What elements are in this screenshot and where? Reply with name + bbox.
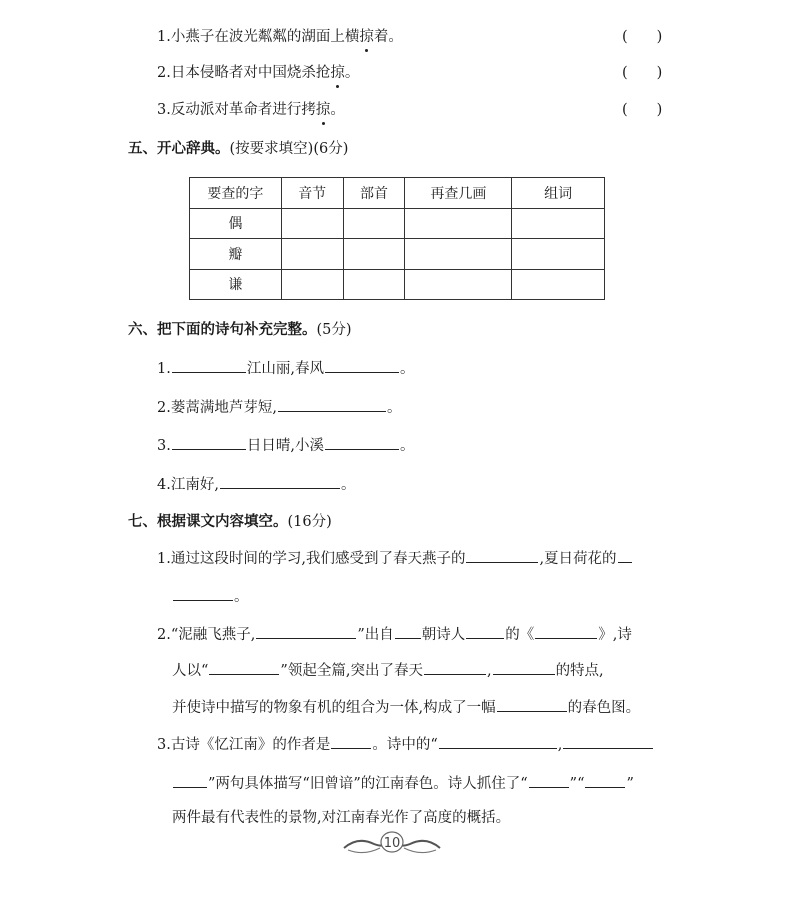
table-header: 组词: [512, 178, 605, 209]
fill-blank[interactable]: [325, 435, 399, 450]
answer-parentheses[interactable]: ( ): [622, 29, 663, 45]
fill-blank[interactable]: [209, 660, 279, 675]
fill-blank[interactable]: [493, 660, 555, 675]
table-header: 音节: [281, 178, 343, 209]
fill-blank[interactable]: [173, 586, 233, 601]
dotted-character: 掠: [359, 29, 374, 45]
fill-blank[interactable]: [256, 624, 356, 639]
item-number: 3.: [157, 102, 171, 118]
lookup-character: 谦: [190, 269, 282, 300]
q7-item-2-line-3: 并使诗中描写的物象有机的组合为一体,构成了一幅 的春色图。: [172, 697, 640, 718]
q7-item-3-line-1: 3.古诗《忆江南》的作者是 。诗中的“ ,: [157, 734, 654, 755]
item-number: 1.: [157, 29, 171, 45]
answer-cell[interactable]: [512, 239, 605, 270]
fill-blank[interactable]: [173, 773, 207, 788]
answer-cell[interactable]: [405, 208, 512, 239]
q7-item-1-line-1: 1.通过这段时间的学习,我们感受到了春天燕子的 ,夏日荷花的: [157, 548, 633, 569]
fill-blank[interactable]: [331, 734, 371, 749]
answer-parentheses[interactable]: ( ): [622, 65, 663, 81]
answer-cell[interactable]: [343, 208, 405, 239]
table-row: [190, 208, 605, 239]
fill-blank[interactable]: [172, 435, 246, 450]
fill-blank[interactable]: [618, 548, 632, 563]
table-row: [190, 269, 605, 300]
fill-blank[interactable]: [278, 397, 386, 412]
page-number-ornament: [340, 826, 444, 862]
answer-cell[interactable]: [343, 239, 405, 270]
fill-blank[interactable]: [466, 624, 504, 639]
lookup-character: 瓣: [190, 239, 282, 270]
ornament-flourish-icon: [340, 826, 444, 862]
fill-blank[interactable]: [325, 358, 399, 373]
answer-cell[interactable]: [405, 239, 512, 270]
lookup-character: 偶: [190, 208, 282, 239]
fill-blank[interactable]: [563, 734, 653, 749]
poem-line-1: 1. 江山丽,春风 。: [157, 358, 414, 379]
fill-blank[interactable]: [497, 697, 567, 712]
q7-item-3-line-3: 两件最有代表性的景物,对江南春光作了高度的概括。: [172, 810, 511, 826]
answer-parentheses[interactable]: ( ): [622, 102, 663, 118]
q7-item-3-line-2: ”两句具体描写“旧曾谙”的江南春色。诗人抓住了“ ”“ ”: [172, 773, 634, 794]
section-7-heading: 七、根据课文内容填空。(16分): [128, 513, 332, 530]
q7-item-1-line-2: 。: [172, 586, 249, 607]
fill-blank[interactable]: [424, 660, 486, 675]
fill-blank[interactable]: [395, 624, 421, 639]
fill-blank[interactable]: [585, 773, 625, 788]
item-number: 2.: [157, 65, 171, 81]
poem-line-2: 2.蒌蒿满地芦芽短, 。: [157, 397, 401, 418]
dotted-character: 掠: [315, 102, 331, 118]
fill-blank[interactable]: [439, 734, 557, 749]
fill-blank[interactable]: [529, 773, 569, 788]
table-header: 部首: [343, 178, 405, 209]
table-header: 再查几画: [405, 178, 512, 209]
answer-cell[interactable]: [343, 269, 405, 300]
fill-blank[interactable]: [535, 624, 597, 639]
answer-cell[interactable]: [281, 208, 343, 239]
answer-cell[interactable]: [405, 269, 512, 300]
fill-blank[interactable]: [172, 358, 246, 373]
dotted-character: 掠: [330, 65, 345, 81]
table-row: [190, 239, 605, 270]
dictionary-table: [189, 177, 605, 300]
answer-cell[interactable]: [512, 269, 605, 300]
q4-item-2: 2.日本侵略者对中国烧杀抢掠。: [157, 65, 360, 81]
page-number: 10: [383, 836, 401, 851]
q7-item-2-line-1: 2.“泥融飞燕子, ”出自 朝诗人 的《 》,诗: [157, 624, 632, 645]
section-6-heading: 六、把下面的诗句补充完整。(5分): [128, 321, 352, 338]
poem-line-4: 4.江南好, 。: [157, 474, 355, 495]
section-5-heading: 五、开心辞典。(按要求填空)(6分): [128, 140, 349, 157]
q4-item-3: 3.反动派对革命者进行拷掠。: [157, 102, 345, 118]
table-header: 要查的字: [190, 178, 282, 209]
q4-item-1: 1.小燕子在波光粼粼的湖面上横掠着。: [157, 29, 403, 45]
answer-cell[interactable]: [512, 208, 605, 239]
q7-item-2-line-2: 人以“ ”领起全篇,突出了春天 , 的特点,: [172, 660, 604, 681]
table-header-row: [190, 178, 605, 209]
answer-cell[interactable]: [281, 239, 343, 270]
answer-cell[interactable]: [281, 269, 343, 300]
poem-line-3: 3. 日日晴,小溪 。: [157, 435, 414, 456]
fill-blank[interactable]: [220, 474, 340, 489]
fill-blank[interactable]: [466, 548, 538, 563]
